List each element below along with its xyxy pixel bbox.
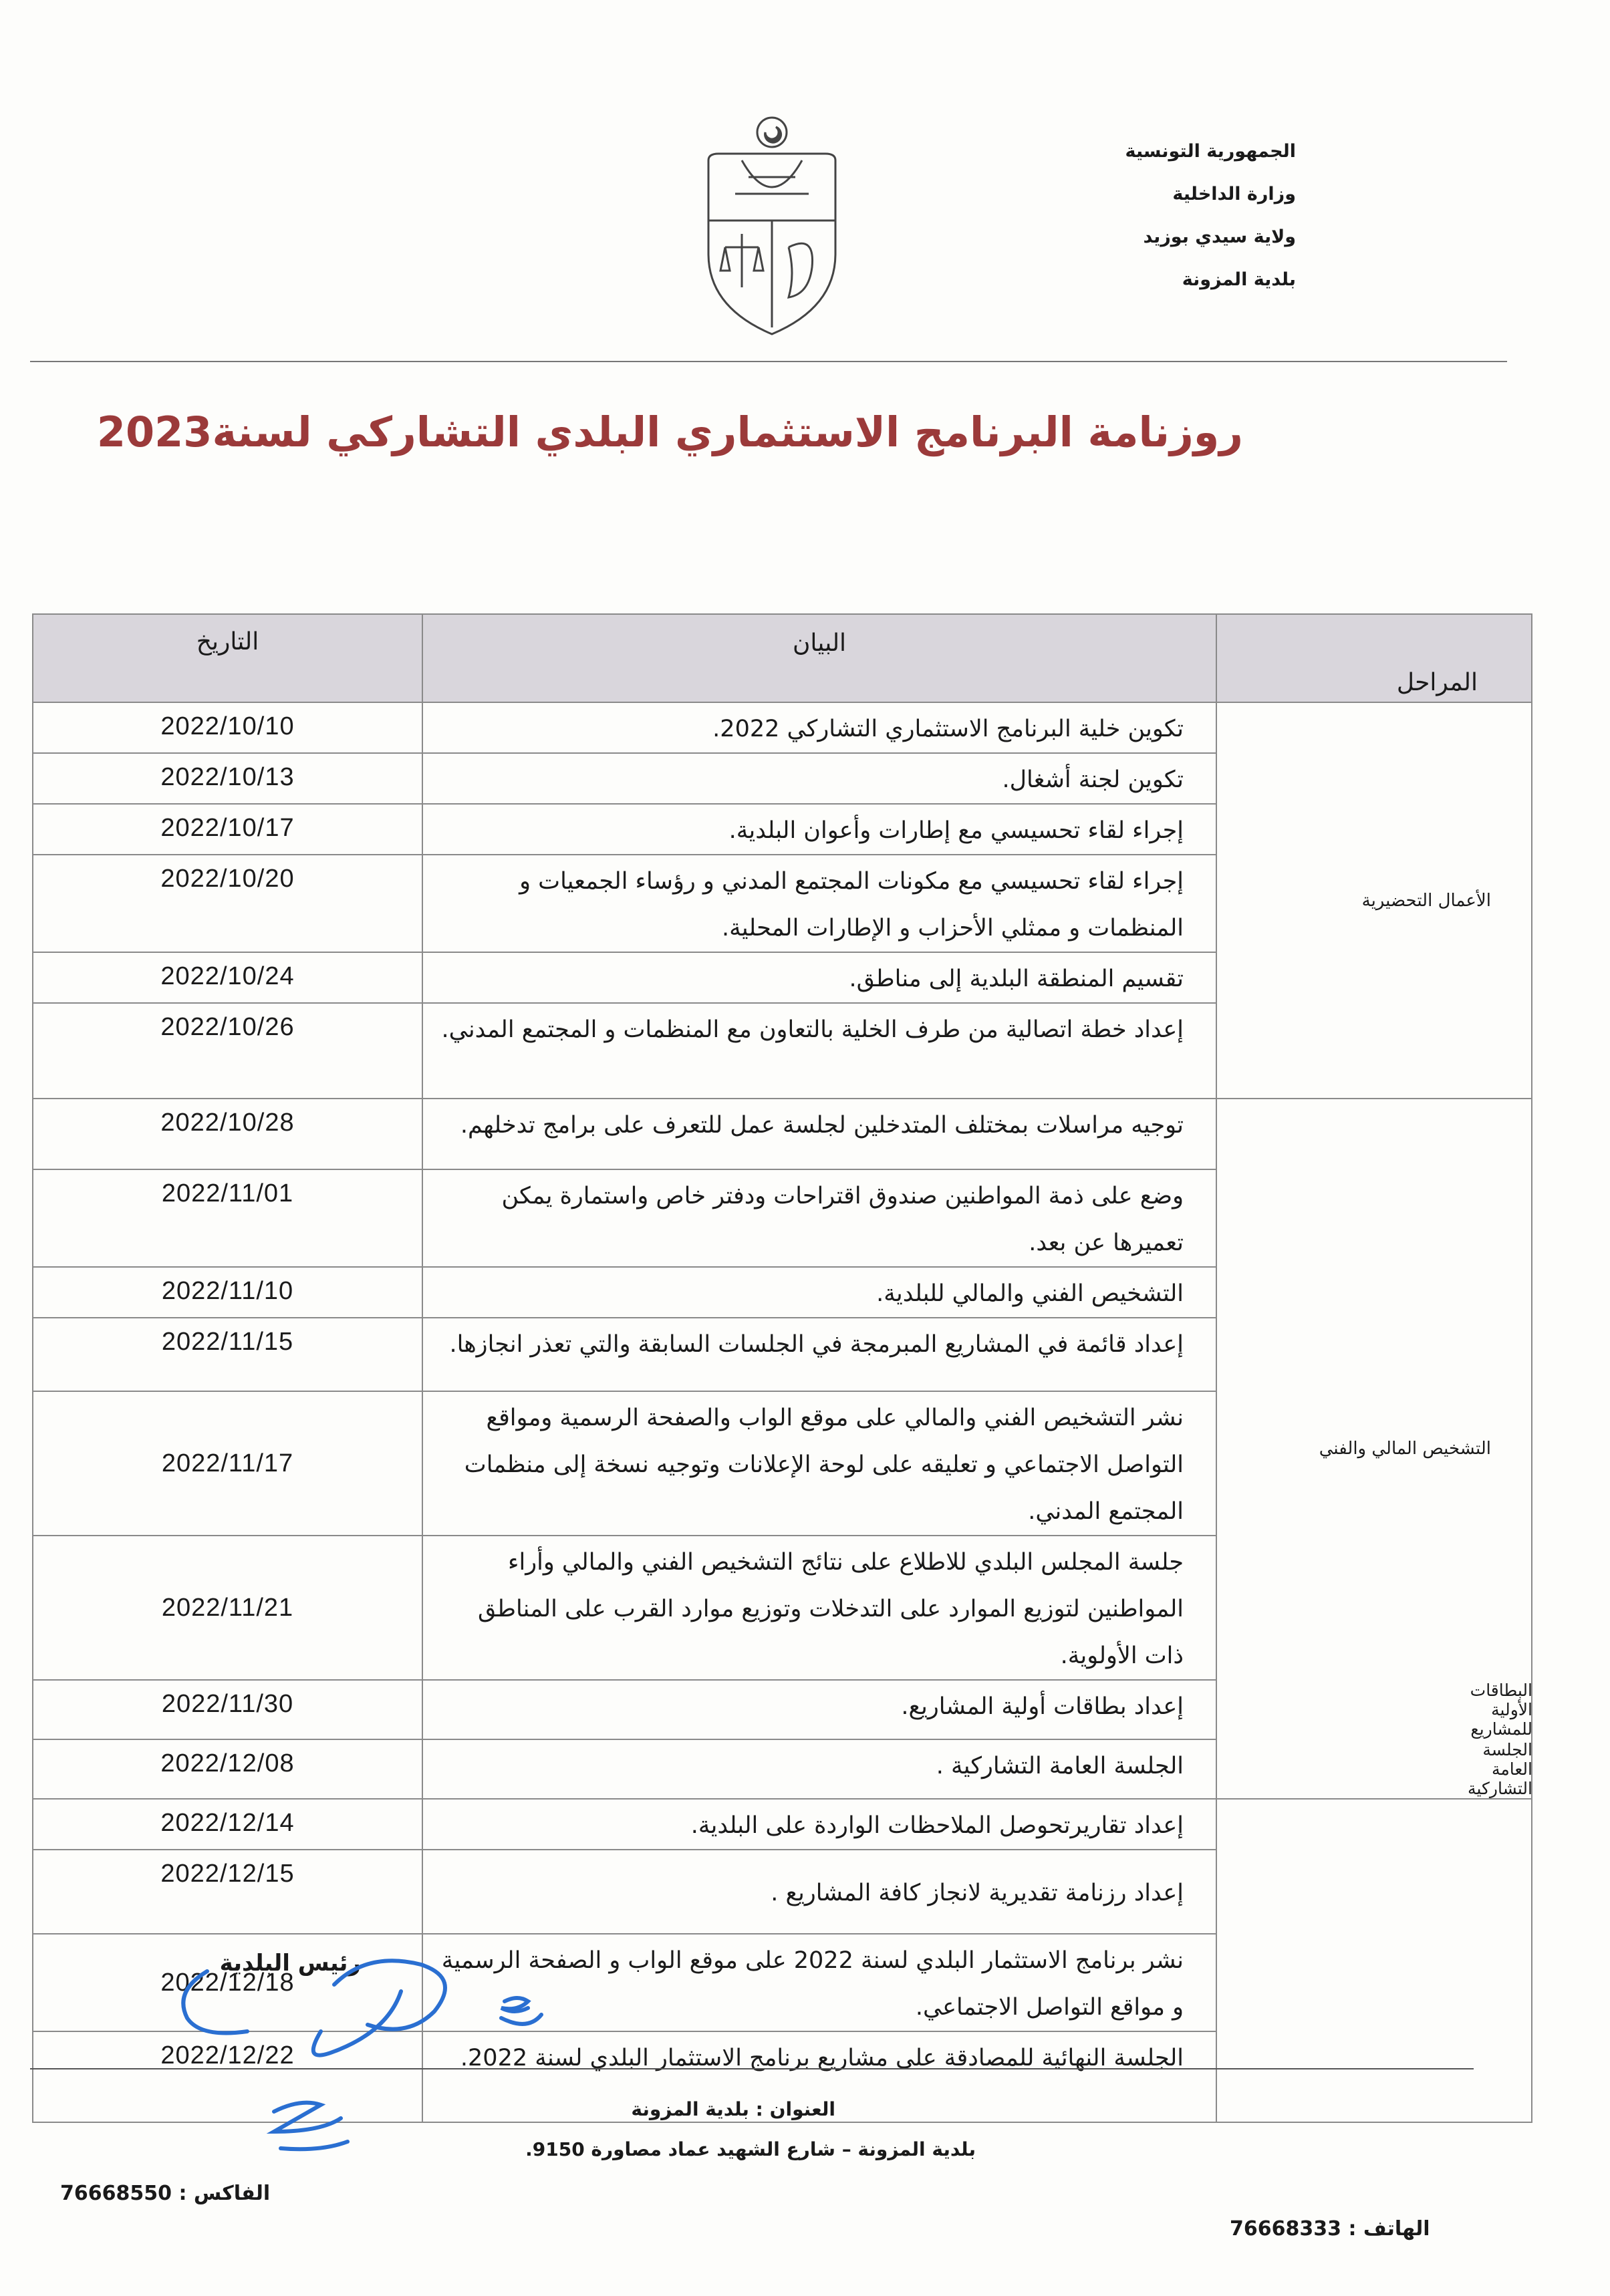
date-cell: 2022/10/17 xyxy=(33,804,422,855)
footer-phone: الهاتف : 76668333 xyxy=(1230,2217,1430,2241)
description-cell: جلسة المجلس البلدي للاطلاع على نتائج التشخيص الفني والمالي وأراء المواطنين لتوزيع الموارد على التدخلات وتوزيع موارد القرب على المناطق ذات الأولوية. xyxy=(422,1536,1216,1680)
signature-label: رئيس البلدية xyxy=(219,1950,361,1977)
date-cell: 2022/12/14 xyxy=(33,1799,422,1850)
description-cell: إعداد خطة اتصالية من طرف الخلية بالتعاون مع المنظمات و المجتمع المدني. xyxy=(422,1003,1216,1099)
description-cell: الجلسة العامة التشاركية . xyxy=(422,1739,1216,1799)
phase-cell: الأعمال التحضيرية xyxy=(1216,702,1532,1099)
table-row: 2022/12/08 الجلسة العامة التشاركية . الجلسة العامة التشاركية xyxy=(33,1739,1532,1799)
calendar-table xyxy=(32,613,1532,2123)
description-cell: الجلسة النهائية للمصادقة على مشاريع برنامج الاستثمار البلدي لسنة 2022. xyxy=(422,2031,1216,2122)
description-cell: تكوين خلية البرنامج الاستثماري التشاركي 2022. xyxy=(422,702,1216,753)
description-cell: التشخيص الفني والمالي للبلدية. xyxy=(422,1267,1216,1318)
header-divider xyxy=(30,361,1507,362)
description-cell: إعداد قائمة في المشاريع المبرمجة في الجلسات السابقة والتي تعذر انجازها. xyxy=(422,1318,1216,1391)
tunisia-coat-of-arms-icon xyxy=(695,114,849,341)
description-cell: نشر برنامج الاستثمار البلدي لسنة 2022 على موقع الواب و الصفحة الرسمية و مواقع التواصل الاجتماعي. xyxy=(422,1934,1216,2031)
date-column-header: التاريخ xyxy=(33,614,422,702)
date-cell: 2022/11/01 xyxy=(33,1169,422,1267)
date-cell: 2022/10/13 xyxy=(33,753,422,804)
table-row: 2022/11/30 إعداد بطاقات أولية المشاريع. البطاقات الأولية للمشاريع xyxy=(33,1680,1532,1739)
description-cell: تقسيم المنطقة البلدية إلى مناطق. xyxy=(422,952,1216,1003)
date-cell: 2022/12/08 xyxy=(33,1739,422,1799)
date-cell: 2022/10/10 xyxy=(33,702,422,753)
description-cell: توجيه مراسلات بمختلف المتدخلين لجلسة عمل للتعرف على برامج تدخلهم. xyxy=(422,1099,1216,1169)
date-cell: 2022/11/17 xyxy=(33,1391,422,1536)
phase-cell-empty xyxy=(1216,1799,1532,2122)
date-cell: 2022/11/10 xyxy=(33,1267,422,1318)
date-cell: 2022/12/18 xyxy=(33,1934,422,2031)
date-cell: 2022/10/28 xyxy=(33,1099,422,1169)
footer-divider xyxy=(30,2068,1474,2069)
governorate-name: ولاية سيدي بوزيد xyxy=(1143,227,1296,247)
footer-fax: الفاكس : 76668550 xyxy=(60,2182,271,2205)
description-cell: إعداد تقاريرتحوصل الملاحظات الواردة على البلدية. xyxy=(422,1799,1216,1850)
description-cell: إجراء لقاء تحسيسي مع إطارات وأعوان البلدية. xyxy=(422,804,1216,855)
date-cell: 2022/11/30 xyxy=(33,1680,422,1739)
document-title: روزنامة البرنامج الاستثماري البلدي التشاركي لسنة2023 xyxy=(96,408,1243,456)
table-row xyxy=(33,1099,1532,1169)
description-column-header: البيان xyxy=(422,614,1216,702)
date-cell: 2022/12/22 xyxy=(33,2031,422,2122)
table-row xyxy=(33,1799,1532,1850)
date-cell: 2022/10/26 xyxy=(33,1003,422,1099)
ministry-name: وزارة الداخلية xyxy=(1172,184,1296,204)
date-cell: 2022/12/15 xyxy=(33,1850,422,1934)
date-cell: 2022/10/20 xyxy=(33,855,422,952)
table-row xyxy=(33,702,1532,753)
description-cell: تكوين لجنة أشغال. xyxy=(422,753,1216,804)
description-cell: وضع على ذمة المواطنين صندوق اقتراحات ودفتر خاص واستمارة يمكن تعميرها عن بعد. xyxy=(422,1169,1216,1267)
table-header-row xyxy=(33,614,1532,702)
municipality-name: بلدية المزونة xyxy=(1182,269,1296,290)
letterhead xyxy=(962,130,1296,301)
date-cell: 2022/11/15 xyxy=(33,1318,422,1391)
footer-address-title: العنوان : بلدية المزونة xyxy=(631,2098,835,2120)
description-cell: إعداد بطاقات أولية المشاريع. xyxy=(422,1680,1216,1739)
date-cell: 2022/10/24 xyxy=(33,952,422,1003)
date-cell: 2022/11/21 xyxy=(33,1536,422,1680)
footer-address-line: بلدية المزونة – شارع الشهيد عماد مصاورة 9150. xyxy=(525,2138,976,2160)
description-cell: نشر التشخيص الفني والمالي على موقع الواب والصفحة الرسمية ومواقع التواصل الاجتماعي و تعليقه على لوحة الإعلانات وتوجيه نسخة إلى منظمات المجتمع المدني. xyxy=(422,1391,1216,1536)
description-cell: إجراء لقاء تحسيسي مع مكونات المجتمع المدني و رؤساء الجمعيات و المنظمات و ممثلي الأحزاب و الإطارات المحلية. xyxy=(422,855,1216,952)
phase-column-header: المراحل xyxy=(1216,614,1532,702)
phase-cell: التشخيص المالي والفني xyxy=(1216,1099,1532,1799)
republic-name: الجمهورية التونسية xyxy=(1125,141,1296,162)
description-cell: إعداد رزنامة تقديرية لانجاز كافة المشاريع . xyxy=(422,1850,1216,1934)
